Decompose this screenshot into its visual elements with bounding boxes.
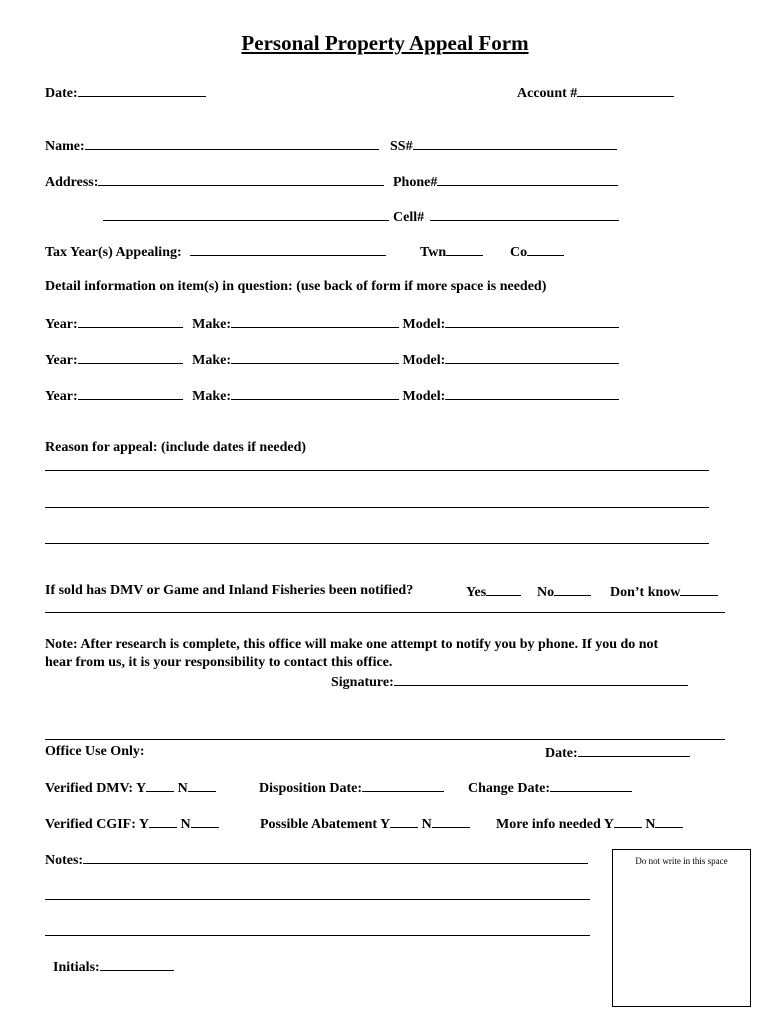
make-label: Make: <box>192 317 232 332</box>
verified-dmv-n-line[interactable] <box>188 779 216 792</box>
name-line[interactable] <box>85 137 379 150</box>
phone-line[interactable] <box>437 173 618 186</box>
notes-line-1[interactable] <box>83 851 588 864</box>
co-label: Co <box>510 245 528 260</box>
address-line-2[interactable] <box>103 208 389 226</box>
make-line[interactable] <box>231 351 399 364</box>
form-title: Personal Property Appeal Form <box>241 31 529 55</box>
signature-line[interactable] <box>394 673 688 686</box>
cell-line[interactable] <box>430 208 619 221</box>
phone-label: Phone# <box>393 175 438 190</box>
office-date-label: Date: <box>545 746 578 761</box>
dmv-yes-field[interactable] <box>466 583 521 601</box>
more-info-label: More info needed Y <box>496 817 614 832</box>
initials-line[interactable] <box>100 958 174 971</box>
abatement-n-line[interactable] <box>432 815 470 828</box>
office-only-box-label: Do not write in this space <box>635 856 728 866</box>
tax-year-label: Tax Year(s) Appealing: <box>45 245 182 260</box>
verified-cgif-n-line[interactable] <box>191 815 219 828</box>
year-line[interactable] <box>78 387 183 400</box>
no-label: No <box>537 585 555 600</box>
office-date-line[interactable] <box>578 744 690 757</box>
abatement-y-line[interactable] <box>390 815 418 828</box>
initials-label: Initials: <box>53 960 100 975</box>
dont-know-label: Don’t know <box>610 585 681 600</box>
dmv-question: If sold has DMV or Game and Inland Fisheries been notified? <box>45 583 414 598</box>
item-row-3[interactable] <box>45 387 619 405</box>
verified-cgif-label: Verified CGIF: Y <box>45 817 149 832</box>
reason-line-3[interactable] <box>45 543 709 544</box>
model-line[interactable] <box>445 387 619 400</box>
yes-line[interactable] <box>486 583 521 596</box>
date-line[interactable] <box>78 84 206 97</box>
signature-label: Signature: <box>331 675 394 690</box>
verified-cgif-field[interactable] <box>45 815 219 833</box>
more-info-field[interactable] <box>496 815 683 833</box>
address-line-2-underline[interactable] <box>103 208 389 221</box>
date-field[interactable] <box>45 84 206 102</box>
address-label: Address: <box>45 175 99 190</box>
make-line[interactable] <box>231 315 399 328</box>
twn-line[interactable] <box>446 243 483 256</box>
account-field[interactable] <box>517 84 674 102</box>
no-line[interactable] <box>554 583 591 596</box>
office-heading: Office Use Only: <box>45 744 145 759</box>
year-line[interactable] <box>78 351 183 364</box>
verified-dmv-n-label: N <box>177 781 188 796</box>
dmv-dont-know-field[interactable] <box>610 583 718 601</box>
reason-line-1[interactable] <box>45 470 709 471</box>
disposition-date-field[interactable] <box>259 779 444 797</box>
name-label: Name: <box>45 139 85 154</box>
cell-field[interactable] <box>393 208 619 226</box>
verified-cgif-y-line[interactable] <box>149 815 177 828</box>
co-field[interactable] <box>510 243 564 261</box>
date-label: Date: <box>45 86 78 101</box>
address-line[interactable] <box>98 173 384 186</box>
abatement-n-label: N <box>421 817 432 832</box>
twn-label: Twn <box>420 245 447 260</box>
ss-field[interactable] <box>390 137 617 155</box>
dont-know-line[interactable] <box>680 583 718 596</box>
year-line[interactable] <box>78 315 183 328</box>
notes-label: Notes: <box>45 853 84 868</box>
make-line[interactable] <box>231 387 399 400</box>
disposition-date-label: Disposition Date: <box>259 781 363 796</box>
model-label: Model: <box>402 317 446 332</box>
reason-line-2[interactable] <box>45 507 709 508</box>
account-label: Account # <box>517 86 578 101</box>
cell-label: Cell# <box>393 210 425 225</box>
more-info-n-label: N <box>645 817 656 832</box>
possible-abatement-label: Possible Abatement Y <box>260 817 391 832</box>
dmv-divider <box>45 612 725 613</box>
change-date-line[interactable] <box>550 779 632 792</box>
model-label: Model: <box>402 353 446 368</box>
more-info-n-line[interactable] <box>655 815 683 828</box>
year-label: Year: <box>45 389 78 404</box>
account-line[interactable] <box>577 84 674 97</box>
ss-line[interactable] <box>413 137 617 150</box>
model-label: Model: <box>402 389 446 404</box>
name-field[interactable] <box>45 137 379 155</box>
yes-label: Yes <box>466 585 487 600</box>
reason-heading: Reason for appeal: (include dates if needed) <box>45 440 307 455</box>
office-date-field[interactable] <box>545 744 690 762</box>
notes-field[interactable] <box>45 851 588 869</box>
verified-dmv-field[interactable] <box>45 779 216 797</box>
make-label: Make: <box>192 389 232 404</box>
office-divider <box>45 739 725 740</box>
detail-heading: Detail information on item(s) in question: (use back of form if more space is needed) <box>45 279 547 294</box>
model-line[interactable] <box>445 351 619 364</box>
change-date-label: Change Date: <box>468 781 551 796</box>
make-label: Make: <box>192 353 232 368</box>
item-row-2[interactable] <box>45 351 619 369</box>
year-label: Year: <box>45 317 78 332</box>
change-date-field[interactable] <box>468 779 632 797</box>
notes-line-3[interactable] <box>45 935 590 936</box>
dmv-no-field[interactable] <box>537 583 591 601</box>
signature-field[interactable] <box>331 673 688 691</box>
address-field[interactable] <box>45 173 384 191</box>
twn-field[interactable] <box>420 243 483 261</box>
note-line-1: Note: After research is complete, this office will make one attempt to notify you by phone. If you do not <box>45 637 659 652</box>
model-line[interactable] <box>445 315 619 328</box>
office-only-box <box>612 849 751 1007</box>
disposition-date-line[interactable] <box>362 779 444 792</box>
notes-line-2[interactable] <box>45 899 590 900</box>
verified-cgif-n-label: N <box>180 817 191 832</box>
ss-label: SS# <box>390 139 413 154</box>
tax-year-line[interactable] <box>190 243 386 256</box>
verified-dmv-y-line[interactable] <box>146 779 174 792</box>
initials-field[interactable] <box>53 958 174 976</box>
co-line[interactable] <box>527 243 564 256</box>
year-label: Year: <box>45 353 78 368</box>
tax-year-field[interactable] <box>45 243 386 261</box>
possible-abatement-field[interactable] <box>260 815 470 833</box>
note-line-2: hear from us, it is your responsibility to contact this office. <box>45 655 393 670</box>
more-info-y-line[interactable] <box>614 815 642 828</box>
item-row-1[interactable] <box>45 315 619 333</box>
verified-dmv-label: Verified DMV: Y <box>45 781 147 796</box>
phone-field[interactable] <box>393 173 618 191</box>
